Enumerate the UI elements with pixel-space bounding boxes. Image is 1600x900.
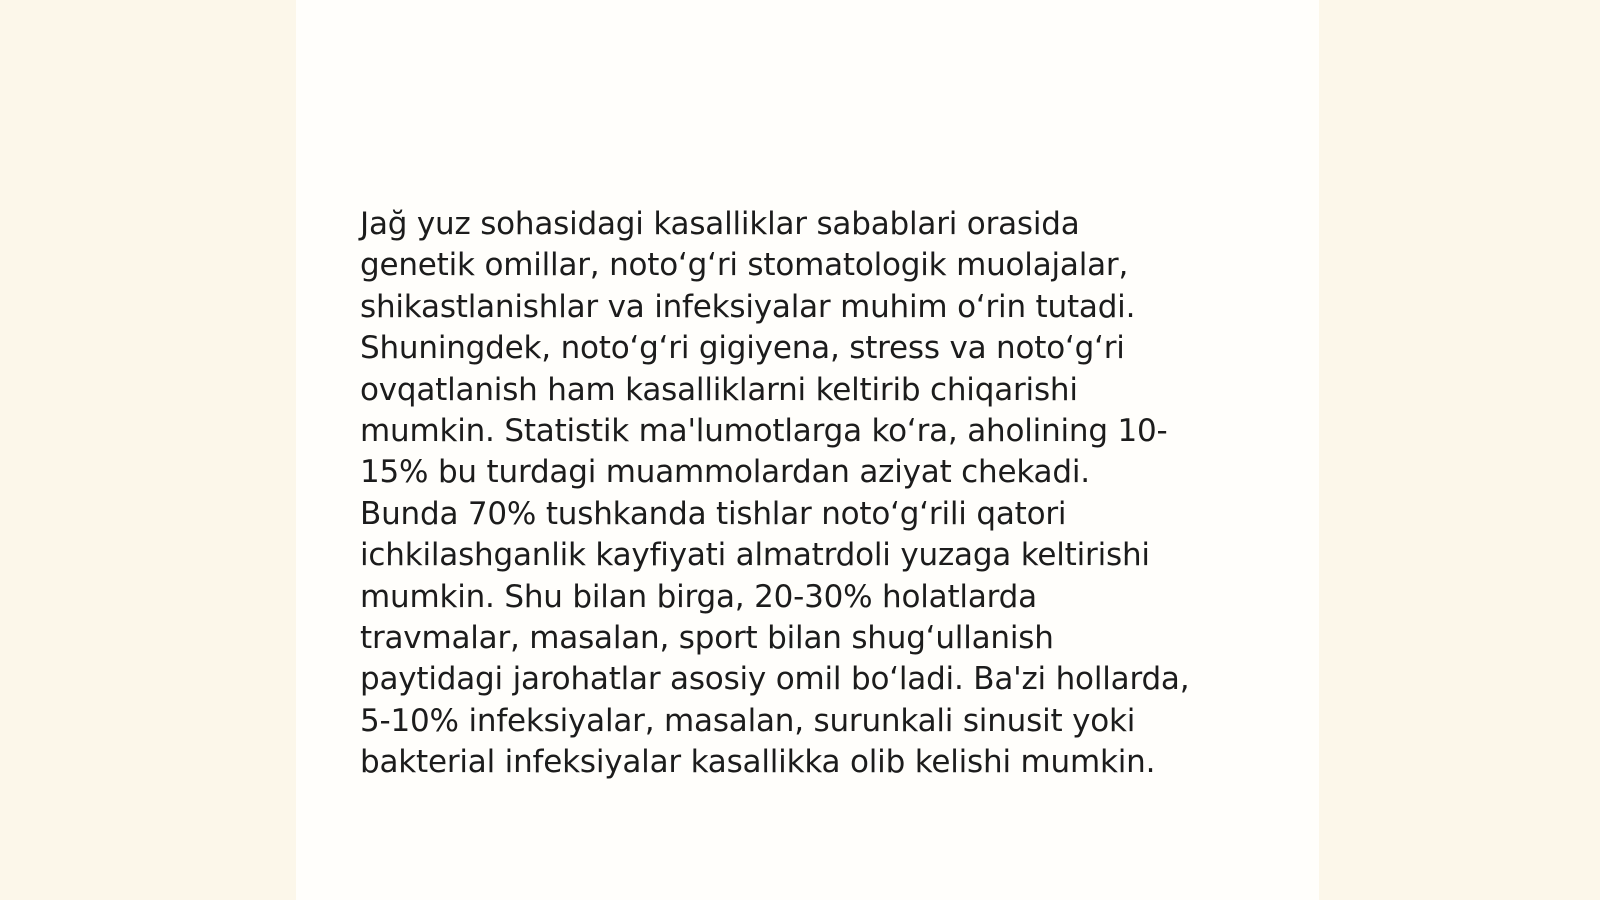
text-line: shikastlanishlar va infeksiyalar muhim o‘rin tutadi. — [360, 288, 1136, 325]
text-line: bakterial infeksiyalar kasallikka olib kelishi mumkin. — [360, 744, 1156, 781]
text-line: Bunda 70% tushkanda tishlar noto‘g‘rili qatori — [360, 495, 1067, 532]
text-line: paytidagi jarohatlar asosiy omil bo‘ladi. Ba'zi hollarda, — [360, 661, 1190, 698]
slide — [296, 0, 1319, 900]
text-line: Jağ yuz sohasidagi kasalliklar sabablari orasida — [360, 206, 1080, 242]
text-line: travmalar, masalan, sport bilan shug‘ullanish — [360, 620, 1054, 657]
text-line: 15% bu turdagi muammolardan aziyat chekadi. — [360, 454, 1090, 491]
slide-body-text — [360, 204, 1260, 784]
text-line: ovqatlanish ham kasalliklarni keltirib chiqarishi — [360, 371, 1078, 408]
text-line: Shuningdek, noto‘g‘ri gigiyena, stress va noto‘g‘ri — [360, 330, 1125, 367]
text-line: genetik omillar, noto‘g‘ri stomatologik muolajalar, — [360, 247, 1129, 284]
text-line: mumkin. Statistik ma'lumotlarga ko‘ra, aholining 10- — [360, 413, 1168, 450]
text-line: 5-10% infeksiyalar, masalan, surunkali sinusit yoki — [360, 702, 1136, 739]
text-line: ichkilashganlik kayfiyati almatrdoli yuzaga keltirishi — [360, 537, 1150, 574]
text-line: mumkin. Shu bilan birga, 20-30% holatlarda — [360, 578, 1037, 615]
